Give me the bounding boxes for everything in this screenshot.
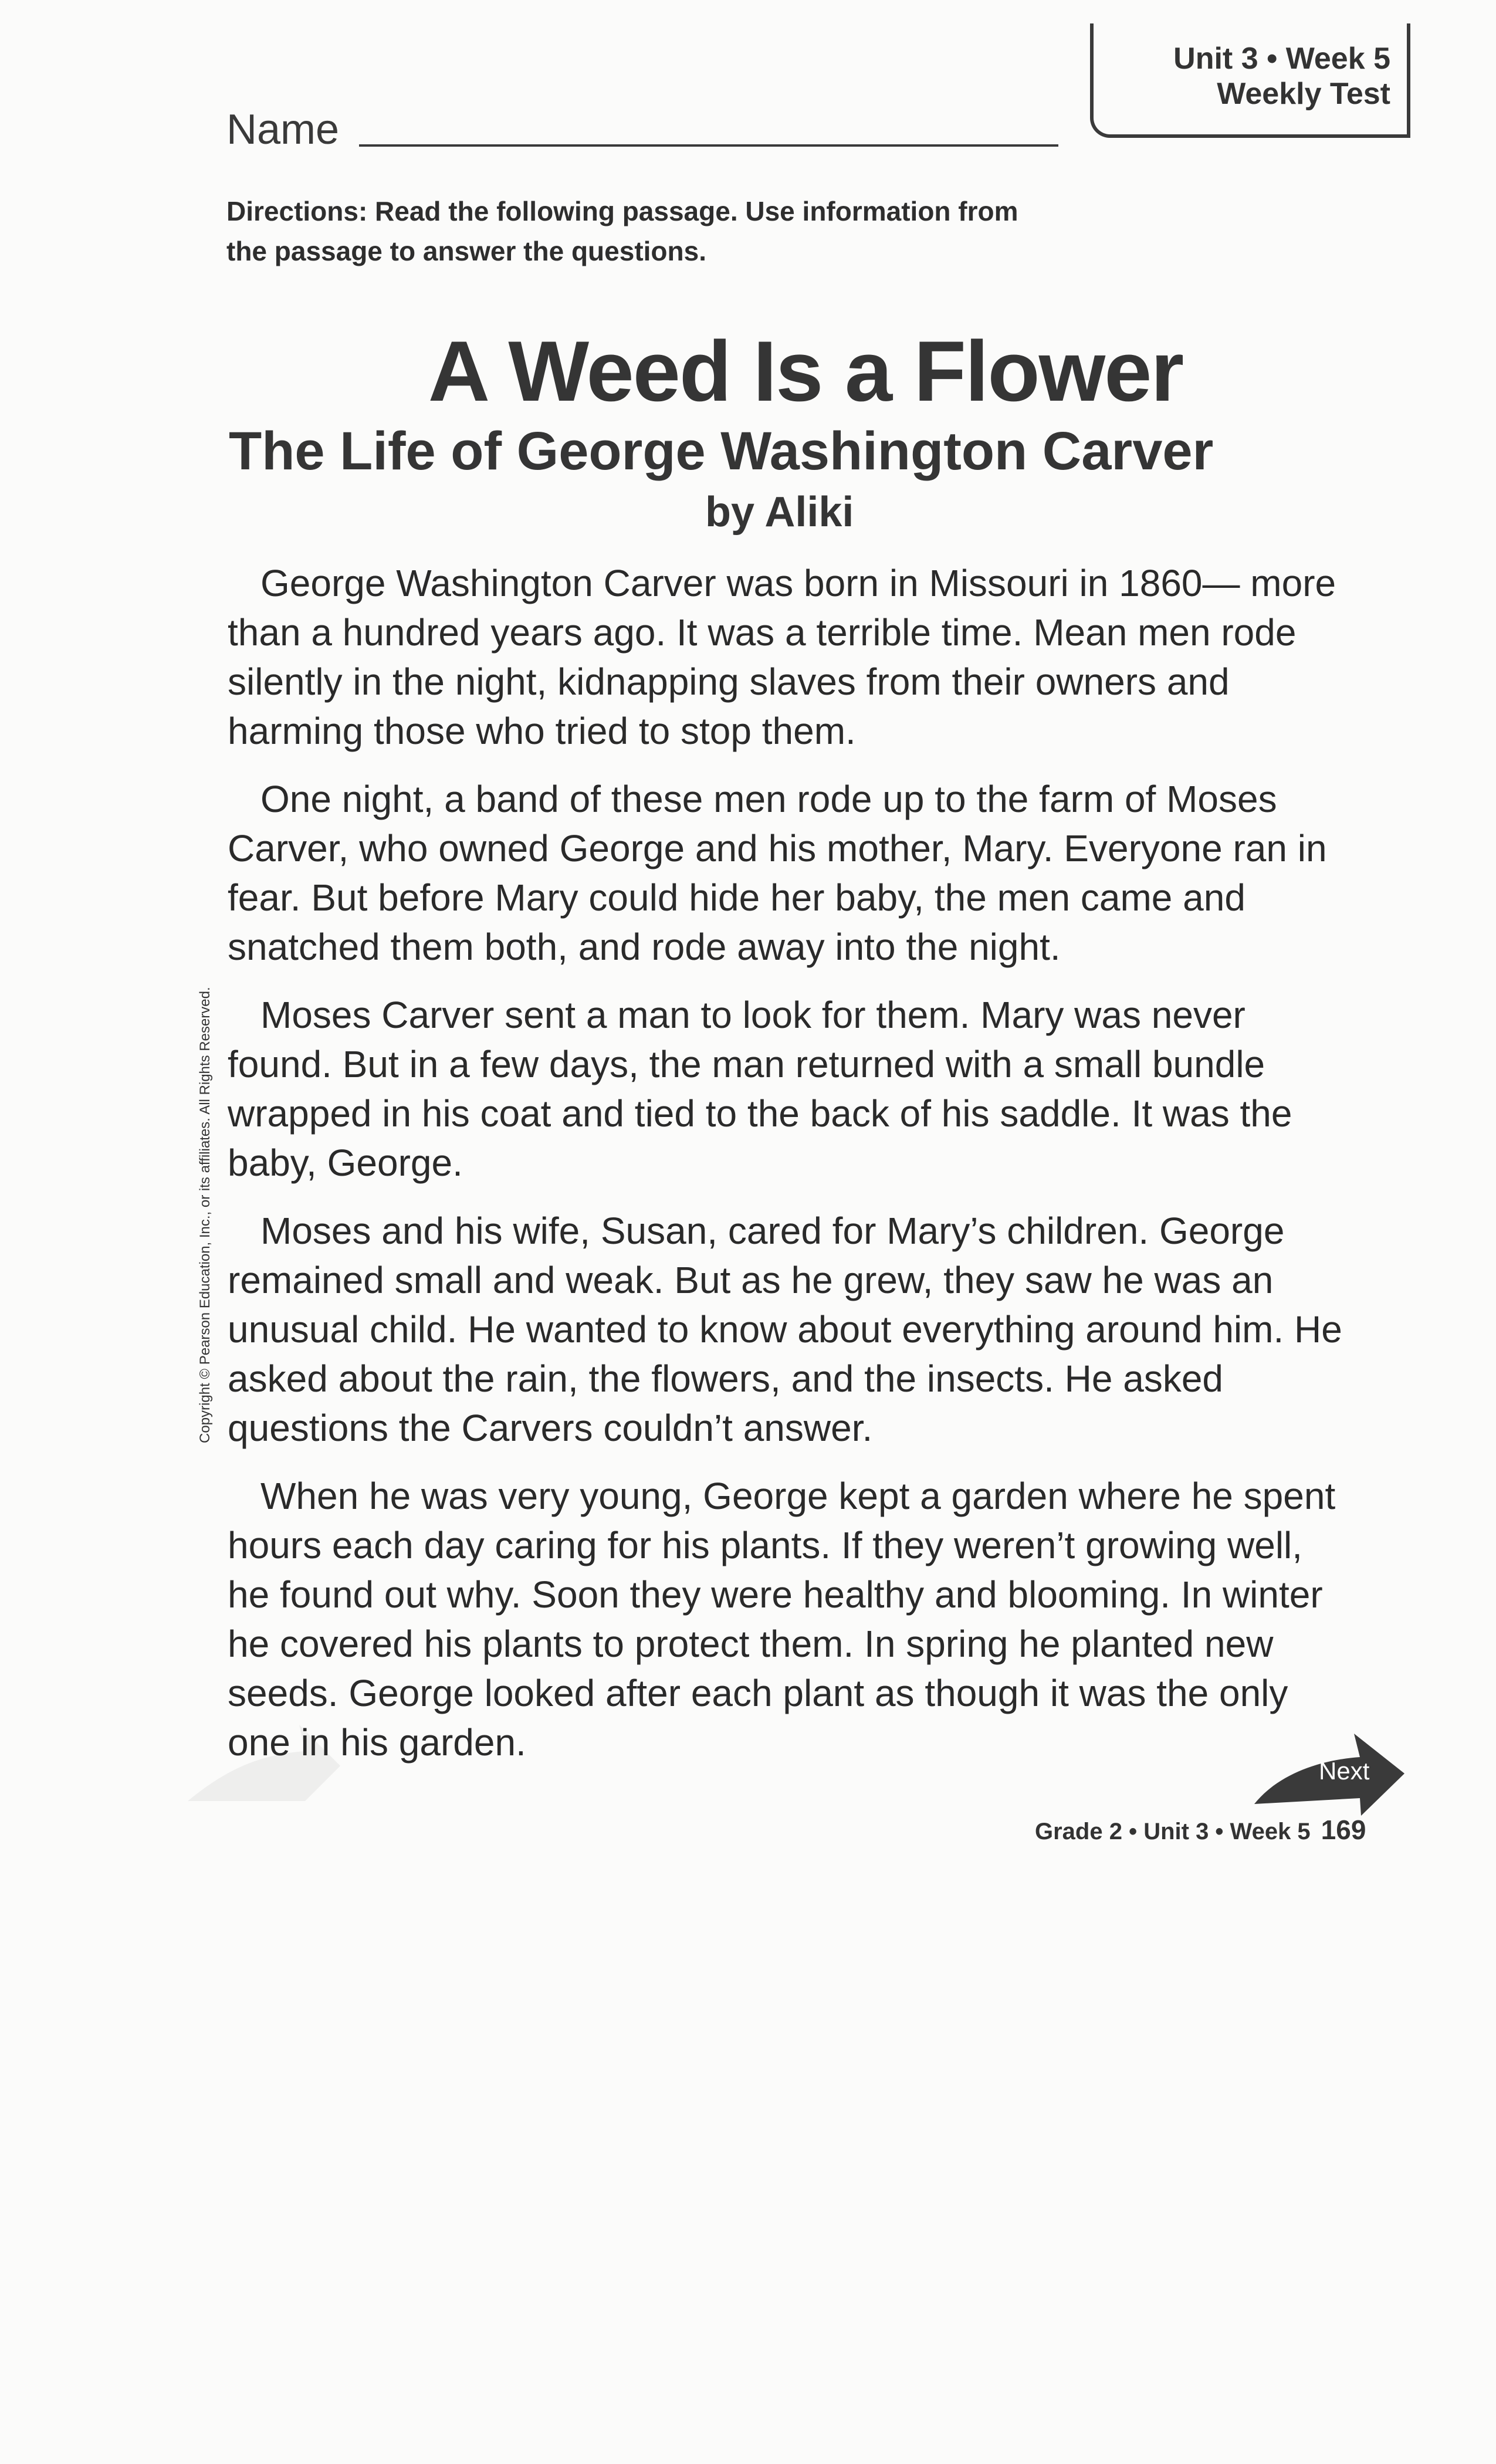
passage-title-row [0, 321, 1496, 421]
bleed-through-arrow-icon [188, 1719, 340, 1801]
passage-paragraph-3: Moses Carver sent a man to look for them. Mary was never found. But in a few days, the man returned with a small bundle wrapped in his coat and tied to the back of his saddle. It was the baby, George. [228, 994, 1292, 1184]
name-label: Name [226, 106, 340, 153]
weekly-test-label: Weekly Test [1217, 77, 1390, 111]
next-button-label[interactable]: Next [1319, 1757, 1370, 1785]
name-write-line[interactable] [359, 144, 1058, 147]
passage-paragraph-4: Moses and his wife, Susan, cared for Mary’s children. George remained small and weak. But as he grew, they saw he was an unusual child. He wanted to know about everything around him. He asked about the rain, the flowers, and the insects. He asked questions the Carvers couldn’t answer. [228, 1210, 1342, 1449]
passage-byline: by Aliki [705, 489, 854, 536]
footer-grade-unit-week: Grade 2 • Unit 3 • Week 5 [1035, 1819, 1311, 1844]
page-number: 169 [1321, 1815, 1366, 1845]
unit-week-label: Unit 3 • Week 5 [1173, 42, 1390, 76]
page-footer [1035, 1814, 1366, 1846]
unit-week-box [1090, 23, 1410, 138]
directions-line-2: the passage to answer the questions. [226, 236, 706, 266]
passage-paragraph-2: One night, a band of these men rode up to the farm of Moses Carver, who owned George and his mother, Mary. Everyone ran in fear. But before Mary could hide her baby, the men came and snatched them both, and rode away into the night. [228, 778, 1327, 968]
passage-title: A Weed Is a Flower [428, 323, 1183, 419]
passage-paragraph-5: When he was very young, George kept a garden where he spent hours each day caring for his plants. If they weren’t growing well, he found out why. Soon they were healthy and blooming. In winter he covered his plants to protect them. In spring he planted new seeds. George looked after each plant as though it was the only one in his garden. [228, 1475, 1336, 1764]
copyright-notice: Copyright © Pearson Education, Inc., or its affiliates. All Rights Reserved. [197, 987, 213, 1443]
passage-paragraph-1: George Washington Carver was born in Missouri in 1860— more than a hundred years ago. It was a terrible time. Mean men rode silently in the night, kidnapping slaves from their owners and harming those who tried to stop them. [228, 562, 1336, 752]
passage-subtitle: The Life of George Washington Carver [229, 421, 1214, 481]
directions [226, 191, 1142, 271]
passage-body [228, 559, 1354, 1786]
directions-line-1: Directions: Read the following passage. Use information from [226, 196, 1018, 226]
